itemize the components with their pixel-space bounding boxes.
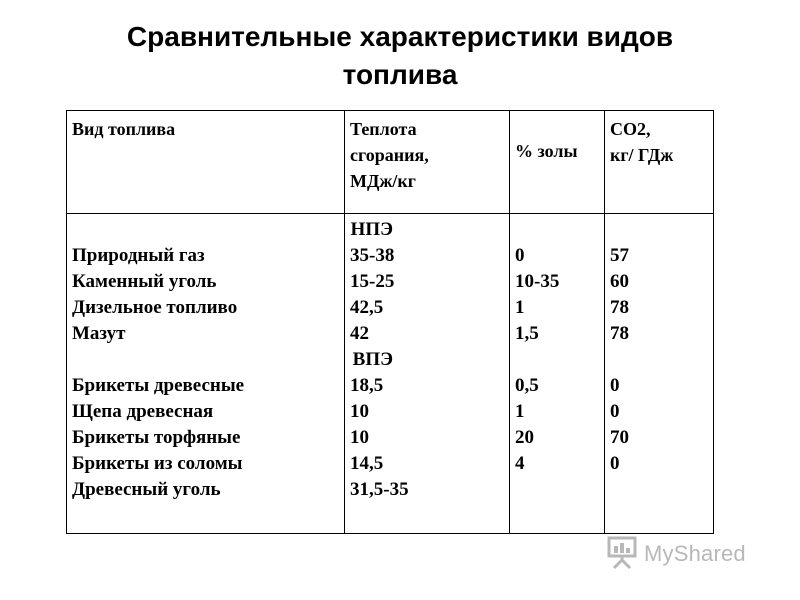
fuel-name-cell: Щепа древесная — [72, 401, 214, 422]
header-co2-line-1: CO2, — [610, 119, 651, 139]
co2-value-cell: 0 — [610, 401, 620, 422]
column-divider — [509, 111, 510, 533]
header-fuel-type: Вид топлива — [72, 119, 176, 139]
header-heat-of-combustion — [350, 116, 429, 194]
heat-value-cell: 10 — [350, 401, 369, 422]
myshared-watermark — [606, 536, 746, 572]
header-heat-line-2: сгорания, — [350, 145, 429, 165]
fuel-name-cell: Дизельное топливо — [72, 297, 238, 318]
co2-value-cell: 0 — [610, 375, 620, 396]
heat-value-cell: 42,5 — [350, 297, 384, 318]
heat-value-cell: 18,5 — [350, 375, 384, 396]
ash-value-cell: 20 — [515, 427, 534, 448]
page-title — [0, 18, 800, 94]
heat-value-cell: 35-38 — [350, 245, 395, 266]
fuel-comparison-table — [66, 110, 714, 534]
ash-value-cell: 10-35 — [515, 271, 560, 292]
co2-value-cell: 57 — [610, 245, 629, 266]
heat-value-cell: 10 — [350, 427, 369, 448]
header-co2 — [610, 116, 673, 168]
column-divider — [604, 111, 605, 533]
heat-value-cell: 42 — [350, 323, 369, 344]
fuel-name-cell: Древесный уголь — [72, 479, 221, 500]
heat-value-cell: 31,5-35 — [350, 479, 409, 500]
fuel-name-cell: Природный газ — [72, 245, 205, 266]
fuel-name-cell: Каменный уголь — [72, 271, 217, 292]
group-label-npe: НПЭ — [350, 219, 393, 240]
ash-value-cell: 1,5 — [515, 323, 539, 344]
ash-value-cell: 1 — [515, 297, 525, 318]
ash-value-cell: 0,5 — [515, 375, 539, 396]
co2-value-cell: 78 — [610, 323, 629, 344]
fuel-name-cell: Брикеты из соломы — [72, 453, 243, 474]
watermark-text: MyShared — [644, 541, 746, 566]
group-label-vpe: ВПЭ — [352, 349, 393, 370]
ash-value-cell: 0 — [515, 245, 525, 266]
ash-value-cell: 4 — [515, 453, 525, 474]
co2-value-cell: 78 — [610, 297, 629, 318]
fuel-name-cell: Брикеты торфяные — [72, 427, 241, 448]
header-heat-line-1: Теплота — [350, 119, 417, 139]
page-title-line-1: Сравнительные характеристики видов — [126, 21, 674, 52]
co2-value-cell: 0 — [610, 453, 620, 474]
column-divider — [344, 111, 345, 533]
fuel-name-cell: Брикеты древесные — [72, 375, 245, 396]
page-title-line-2: топлива — [342, 59, 458, 90]
co2-value-cell: 70 — [610, 427, 629, 448]
heat-value-cell: 14,5 — [350, 453, 384, 474]
presentation-board-icon — [606, 534, 640, 575]
header-ash-percent: % золы — [515, 141, 578, 161]
header-heat-line-3: МДж/кг — [350, 171, 416, 191]
heat-value-cell: 15-25 — [350, 271, 395, 292]
fuel-name-cell: Мазут — [72, 323, 126, 344]
header-divider — [67, 213, 713, 214]
ash-value-cell: 1 — [515, 401, 525, 422]
co2-value-cell: 60 — [610, 271, 629, 292]
header-co2-line-2: кг/ ГДж — [610, 145, 674, 165]
